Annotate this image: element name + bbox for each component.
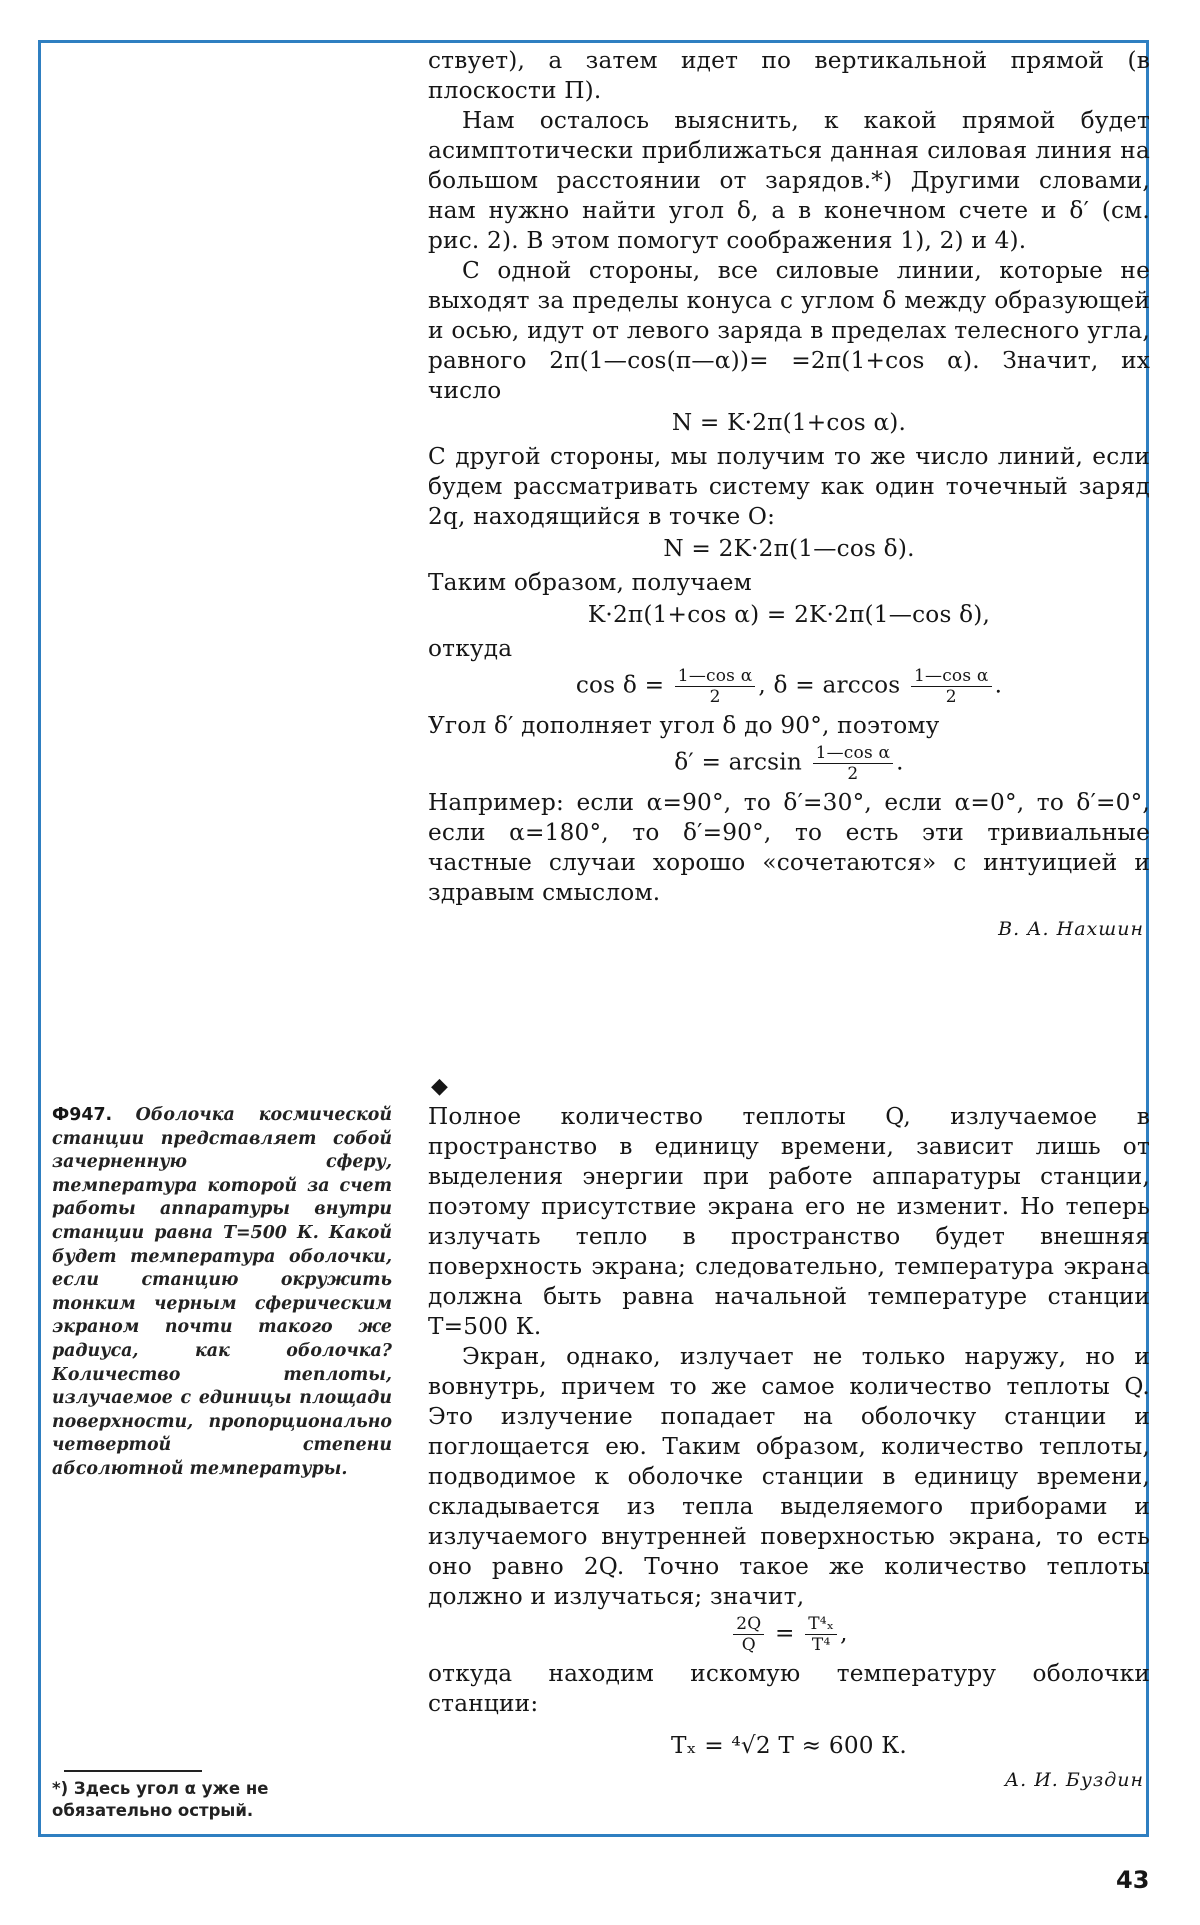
fraction-2-numerator: 1—cos α <box>911 666 992 687</box>
fraction-2 <box>911 666 992 707</box>
paragraph-3: С одной стороны, все силовые линии, которые не выходят за пределы конуса с углом δ между образующей и осью, идут от левого заряда в пределах телесного угла, равного 2π(1—cos(π—α))= =2π(1+cos α). Значит, их число <box>428 257 1150 404</box>
fraction-1-denominator: 2 <box>709 687 721 707</box>
formula-final-temperature: Tₓ = ⁴√2 T ≈ 600 К. <box>670 1732 908 1759</box>
fraction-1-numerator: 1—cos α <box>675 666 756 687</box>
formula-n-point-charge: N = 2K·2π(1—cos δ). <box>663 535 915 562</box>
main-column-bottom <box>428 1102 1150 1795</box>
formula-ratio-equals: = <box>774 1619 795 1647</box>
solution-paragraph-2: Экран, однако, излучает не только наружу, но и вовнутрь, причем то же самое количество теплоты Q. Это излучение попадает на оболочку станции и поглощается ею. Таким образом, количество теплоты, подводимое к оболочке станции в единицу времени, складывается из тепла выделяемого приборами и излучаемого внутренней поверхностью экрана, то есть оно равно 2Q. Точно такое же количество теплоты должно и излучаться; значит, <box>428 1343 1150 1610</box>
formula-arcsin-left: δ′ = arcsin <box>674 748 802 776</box>
fraction-3 <box>813 743 894 784</box>
paragraph-6: откуда <box>428 635 513 662</box>
page-number: 43 <box>1116 1866 1150 1894</box>
formula-cos-left: cos δ = <box>575 671 665 699</box>
paragraph-7: Угол δ′ дополняет угол δ до 90°, поэтому <box>428 712 940 739</box>
fraction-5-denominator: T⁴ <box>811 1635 831 1655</box>
footnote: *) Здесь угол α уже не обязательно острый. <box>52 1779 269 1820</box>
section-diamond-marker: ◆ <box>431 1074 448 1099</box>
formula-ratio-end: , <box>840 1619 848 1647</box>
paragraph-5: Таким образом, получаем <box>428 569 752 596</box>
formula-n-left-charge: N = K·2π(1+cos α). <box>671 409 907 436</box>
solution-paragraph-1: Полное количество теплоты Q, излучаемое в пространство в единицу времени, зависит лишь от выделения энергии при работе аппаратуры станции, поэтому присутствие экрана его не изменит. Но теперь излучать тепло в пространство будет внешняя поверхность экрана; следовательно, температура экрана должна быть равна начальной температуре станции T=500 К. <box>428 1103 1150 1340</box>
author-signature-1: В. А. Нахшин <box>998 918 1144 940</box>
formula-end-period: . <box>994 671 1003 699</box>
fraction-5-numerator: T⁴ₓ <box>805 1614 837 1635</box>
formula-arccos-label: , δ = arccos <box>758 671 901 699</box>
paragraph-8: Например: если α=90°, то δ′=30°, если α=0°, то δ′=0°, если α=180°, то δ′=90°, то есть эти тривиальные частные случаи хорошо «сочетаются» с интуицией и здравым смыслом. <box>428 789 1150 906</box>
fraction-2-denominator: 2 <box>945 687 957 707</box>
fraction-3-denominator: 2 <box>847 764 859 784</box>
fraction-5 <box>805 1614 837 1655</box>
formula-equality: K·2π(1+cos α) = 2K·2π(1—cos δ), <box>587 601 991 628</box>
fraction-3-numerator: 1—cos α <box>813 743 894 764</box>
solution-paragraph-3: откуда находим искомую температуру оболочки станции: <box>428 1660 1150 1717</box>
problem-number: Ф947. <box>52 1105 113 1125</box>
problem-statement <box>52 1104 392 1482</box>
formula-ratio <box>428 1614 1150 1655</box>
paragraph-2: Нам осталось выяснить, к какой прямой будет асимптотически приближаться данная силовая линия на большом расстоянии от зарядов.*) Другими словами, нам нужно найти угол δ, а в конечном счете и δ′ (см. рис. 2). В этом помогут соображения 1), 2) и 4). <box>428 107 1150 254</box>
paragraph-1: ствует), а затем идет по вертикальной прямой (в плоскости П). <box>428 47 1150 104</box>
formula-arcsin-end: . <box>896 748 904 776</box>
formula-cos-delta <box>428 666 1150 707</box>
author-signature-2: А. И. Буздин <box>1004 1769 1144 1791</box>
paragraph-4: С другой стороны, мы получим то же число линий, если будем рассматривать систему как один точечный заряд 2q, находящийся в точке O: <box>428 443 1150 530</box>
main-column-top <box>428 46 1150 944</box>
fraction-4-numerator: 2Q <box>733 1614 764 1635</box>
fraction-1 <box>675 666 756 707</box>
fraction-4-denominator: Q <box>741 1635 756 1655</box>
fraction-4 <box>733 1614 764 1655</box>
problem-text: Оболочка космической станции представляет собой зачерненную сферу, температура которой за счет работы аппаратуры внутри станции равна T=500 К. Какой будет температура оболочки, если станцию окружить тонким черным сферическим экраном почти такого же радиуса, как оболочка? Количество теплоты, излучаемое с единицы площади поверхности, пропорционально четвертой степени абсолютной температуры. <box>52 1105 392 1479</box>
footnote-divider <box>64 1770 202 1772</box>
formula-arcsin <box>428 743 1150 784</box>
